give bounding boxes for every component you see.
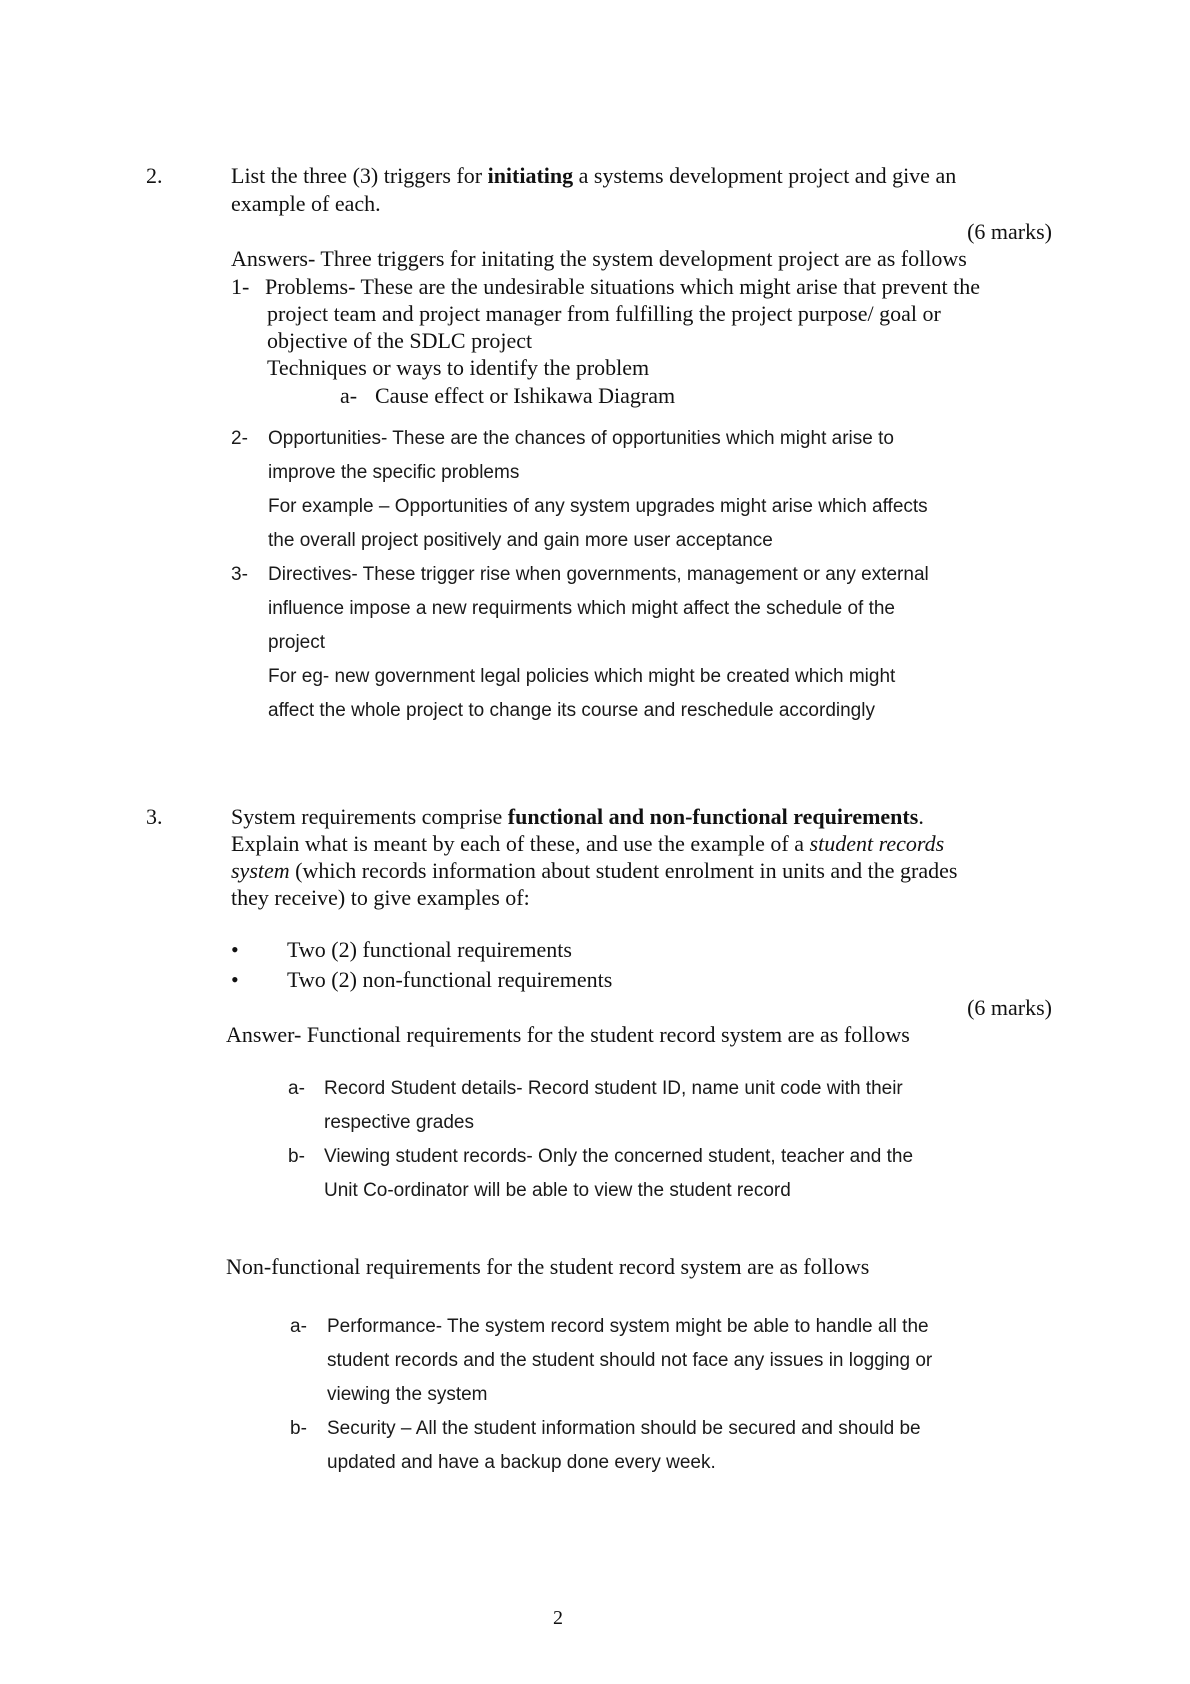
emphasis-text: functional and non-functional requirements [507, 804, 919, 829]
question-text-line: they receive) to give examples of: [231, 885, 530, 910]
list-item-text: Techniques or ways to identify the problem [267, 355, 650, 380]
list-item-text: Record Student details- Record student ID, name unit code with their [324, 1078, 903, 1099]
list-item-text: project [268, 632, 326, 653]
list-item-label: a- [288, 1078, 305, 1099]
list-item-text: Unit Co-ordinator will be able to view the student record [324, 1180, 791, 1201]
question-text: System requirements comprise functional and non-functional requirements. [231, 804, 924, 829]
question-text-line: system (which records information about student enrolment in units and the grades [231, 858, 958, 883]
list-item-text: influence impose a new requirments which might affect the schedule of the [268, 598, 895, 619]
list-item-text: improve the specific problems [268, 462, 520, 483]
list-item-text: For eg- new government legal policies which might be created which might [268, 666, 896, 687]
list-item-text: Security – All the student information should be secured and should be [327, 1418, 921, 1439]
list-item-label: 2- [231, 428, 248, 449]
bullet-text: Two (2) non-functional requirements [287, 967, 613, 992]
bullet-icon: • [231, 967, 239, 992]
list-item-label: b- [288, 1146, 305, 1167]
emphasis-text: initiating [487, 163, 574, 188]
sub-item-text: Cause effect or Ishikawa Diagram [375, 383, 676, 408]
answer-intro: Answer- Functional requirements for the student record system are as follows [226, 1022, 910, 1047]
list-item-text: Opportunities- These are the chances of opportunities which might arise to [268, 428, 894, 449]
marks-label: (6 marks) [967, 995, 1052, 1020]
list-item-label: b- [290, 1418, 307, 1439]
list-item-text: viewing the system [327, 1384, 488, 1405]
list-item-text: For example – Opportunities of any system upgrades might arise which affects [268, 496, 928, 517]
sub-item-label: a- [340, 383, 358, 408]
list-item-text: respective grades [324, 1112, 474, 1133]
answer-intro: Non-functional requirements for the student record system are as follows [226, 1254, 870, 1279]
list-item-label: a- [290, 1316, 307, 1337]
bullet-icon: • [231, 937, 239, 962]
list-item-text: the overall project positively and gain more user acceptance [268, 530, 773, 551]
page-number: 2 [553, 1607, 563, 1629]
bullet-text: Two (2) functional requirements [287, 937, 572, 962]
list-item-text: Viewing student records- Only the concerned student, teacher and the [324, 1146, 914, 1167]
question-number: 3. [146, 804, 163, 829]
list-item-text: objective of the SDLC project [267, 328, 533, 353]
question-text-line: Explain what is meant by each of these, and use the example of a student records [231, 831, 945, 856]
list-item-text: project team and project manager from fulfilling the project purpose/ goal or [267, 301, 941, 326]
marks-label: (6 marks) [967, 219, 1052, 244]
question-text-line: example of each. [231, 191, 381, 216]
list-item-text: Directives- These trigger rise when governments, management or any external [268, 564, 929, 585]
question-number: 2. [146, 163, 163, 188]
list-item-text: student records and the student should not face any issues in logging or [327, 1350, 933, 1371]
list-item-text: affect the whole project to change its course and reschedule accordingly [268, 700, 875, 721]
answer-intro: Answers- Three triggers for initating the system development project are as follows [231, 246, 967, 271]
list-item-label: 1- [231, 274, 250, 299]
italic-text: student records [809, 831, 945, 856]
list-item-text: updated and have a backup done every week. [327, 1452, 716, 1473]
list-item-label: 3- [231, 564, 248, 585]
question-text: List the three (3) triggers for initiating a systems development project and give an [231, 163, 957, 188]
list-item-text: Performance- The system record system might be able to handle all the [327, 1316, 929, 1337]
italic-text: system [231, 858, 290, 883]
list-item-text: Problems- These are the undesirable situations which might arise that prevent the [265, 274, 981, 299]
